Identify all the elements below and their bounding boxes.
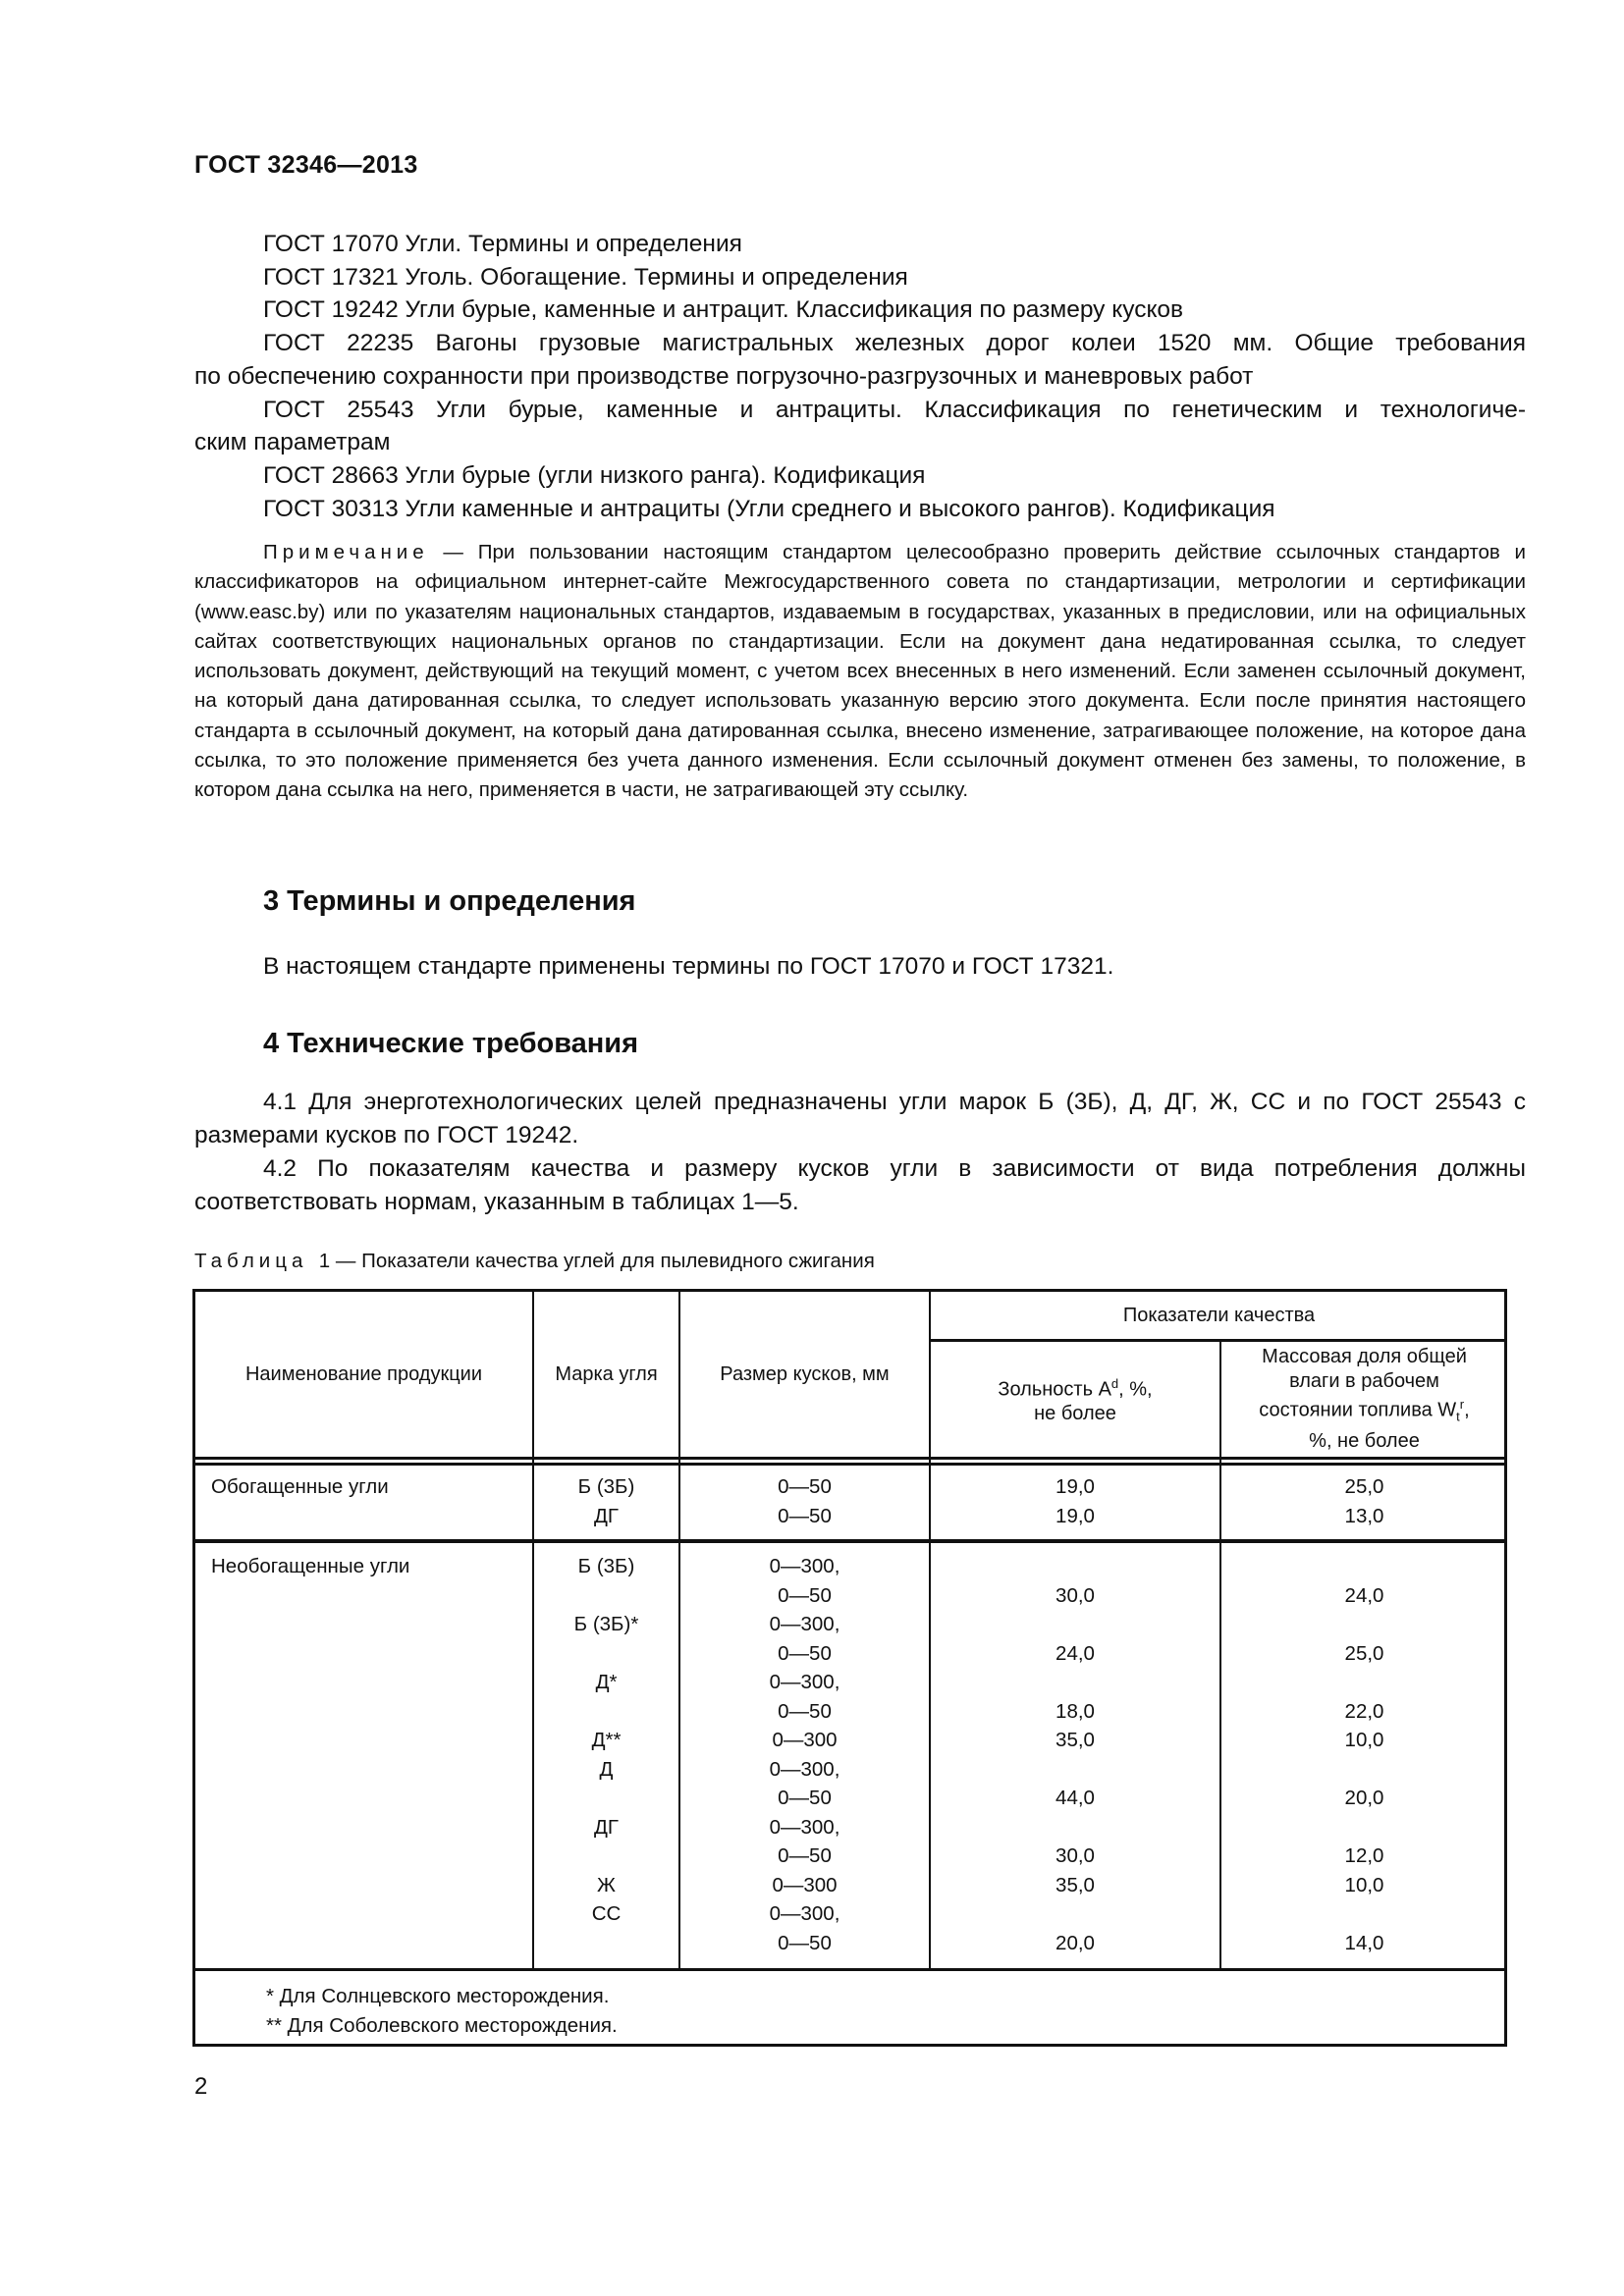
- row-product-enriched: Обогащенные угли: [211, 1475, 389, 1498]
- reference-item: ГОСТ 19242 Угли бурые, каменные и антрацит. Классификация по размеру кусков: [263, 296, 1184, 324]
- note-block: [194, 538, 1526, 806]
- header-brand: Марка угля: [555, 1362, 658, 1385]
- section-3-heading: 3 Термины и определения: [263, 885, 636, 917]
- moisture-column-enriched: 25,0 13,0: [1344, 1475, 1384, 1527]
- footnote: * Для Солнцевского месторождения.: [266, 1985, 610, 2007]
- size-column-enriched: 0—50 0—50: [778, 1475, 832, 1527]
- header-double-line-bottom: [195, 1463, 1507, 1466]
- note-label: Примечание: [263, 541, 429, 563]
- section-3-text: В настоящем стандарте применены термины по ГОСТ 17070 и ГОСТ 17321.: [263, 953, 1114, 980]
- note-text: При пользовании настоящим стандартом целесообразно проверить действие ссылочных стандартов и классификаторов на официальном интернет-сайте Межгосударственного совета по стандартизации, метрологии и сертификации (www.easc.by) или по указателям национальных стандартов, издаваемым в государствах, указанных в предисловии, или на официальных сайтах соответствующих национальных органов по стандартизации. Если на документ дана недатированная ссылка, то следует использовать документ, действующий на текущий момент, с учетом всех внесенных в него изменений. Если заменен ссылочный документ, на который дана датированная ссылка, то следует использовать указанную версию этого документа. Если после принятия настоящего стандарта в ссылочный документ, на который дана датированная ссылка, внесено изменение, затрагивающее положение, на которое дана ссылка, то это положение применяется без учета данного изменения. Если ссылочный документ отменен без замены, то положение, в котором дана ссылка на него, применяется в части, не затрагивающей эту ссылку.: [194, 541, 1526, 802]
- table-caption-text: 1 — Показатели качества углей для пылевидного сжигания: [318, 1250, 875, 1272]
- table-caption: [194, 1250, 875, 1273]
- reference-item: ГОСТ 17070 Угли. Термины и определения: [263, 231, 742, 257]
- header-moisture: Массовая доля общей влаги в рабочем состоянии топлива $W_t^r$, %, не более: [1259, 1346, 1470, 1453]
- paragraph-4-2: 4.2 По показателям качества и размеру кусков угли в зависимости от вида потребления должны соответствовать нормам, указанным в таблицах 1—5.: [194, 1155, 1526, 1215]
- table-caption-label: Таблица: [194, 1250, 308, 1272]
- header-size: Размер кусков, мм: [720, 1362, 890, 1385]
- row-divider: [195, 1539, 1507, 1543]
- footnote: ** Для Соболевского месторождения.: [266, 2013, 618, 2037]
- quality-indicators-table: [192, 1289, 1507, 2047]
- brand-column-raw: Б (3Б) Б (3Б)* Д* Д** Д ДГ Ж СС: [573, 1555, 639, 1925]
- reference-item: ГОСТ 30313 Угли каменные и антрациты (Угли среднего и высокого рангов). Кодификация: [263, 495, 1275, 522]
- reference-item-continuation: по обеспечению сохранности при производстве погрузочно-разгрузочных и маневровых работ: [194, 362, 1254, 390]
- brand-column-enriched: Б (3Б) ДГ: [577, 1475, 635, 1527]
- header-double-line-top: [195, 1457, 1507, 1460]
- header-product: Наименование продукции: [244, 1362, 483, 1385]
- ash-column-raw: 30,0 24,0 18,0 35,0 44,0 30,0 35,0 20,0: [1056, 1583, 1095, 1954]
- reference-item: ГОСТ 22235 Вагоны грузовые магистральных железных дорог колеи 1520 мм. Общие требования: [263, 330, 1526, 357]
- reference-item: ГОСТ 25543 Угли бурые, каменные и антрациты. Классификация по генетическим и технологиче-: [263, 396, 1526, 423]
- section-4-paragraphs: [194, 1086, 1526, 1219]
- reference-item: ГОСТ 17321 Уголь. Обогащение. Термины и определения: [263, 263, 908, 291]
- note-dash: —: [428, 541, 478, 563]
- row-product-raw: Необогащенные угли: [211, 1555, 410, 1577]
- table-footnotes: [266, 1982, 618, 2040]
- moisture-column-raw: 24,0 25,0 22,0 10,0 20,0 12,0 10,0 14,0: [1344, 1583, 1384, 1954]
- header-quality-group: Показатели качества: [1122, 1304, 1316, 1326]
- footnote-divider: [195, 1968, 1507, 1971]
- document-header-id: ГОСТ 32346—2013: [194, 151, 418, 179]
- reference-item-continuation: ским параметрам: [194, 429, 391, 456]
- section-4-heading: 4 Технические требования: [263, 1028, 639, 1059]
- page-number: 2: [194, 2073, 208, 2100]
- ash-column-enriched: 19,0 19,0: [1056, 1475, 1095, 1527]
- header-ash: Зольность $A^d$, %, не более: [998, 1376, 1153, 1425]
- normative-references-list: [194, 228, 1526, 525]
- paragraph-4-1: 4.1 Для энерготехнологических целей предназначены угли марок Б (3Б), Д, ДГ, Ж, СС и по ГОСТ 25543 с размерами кусков по ГОСТ 19242.: [194, 1089, 1526, 1148]
- reference-item: ГОСТ 28663 Угли бурые (угли низкого ранга). Кодификация: [263, 461, 926, 489]
- size-column-raw: 0—300, 0—50 0—300, 0—50 0—300, 0—50 0—300 0—300, 0—50 0—300, 0—50 0—300 0—300, 0—50: [769, 1555, 840, 1954]
